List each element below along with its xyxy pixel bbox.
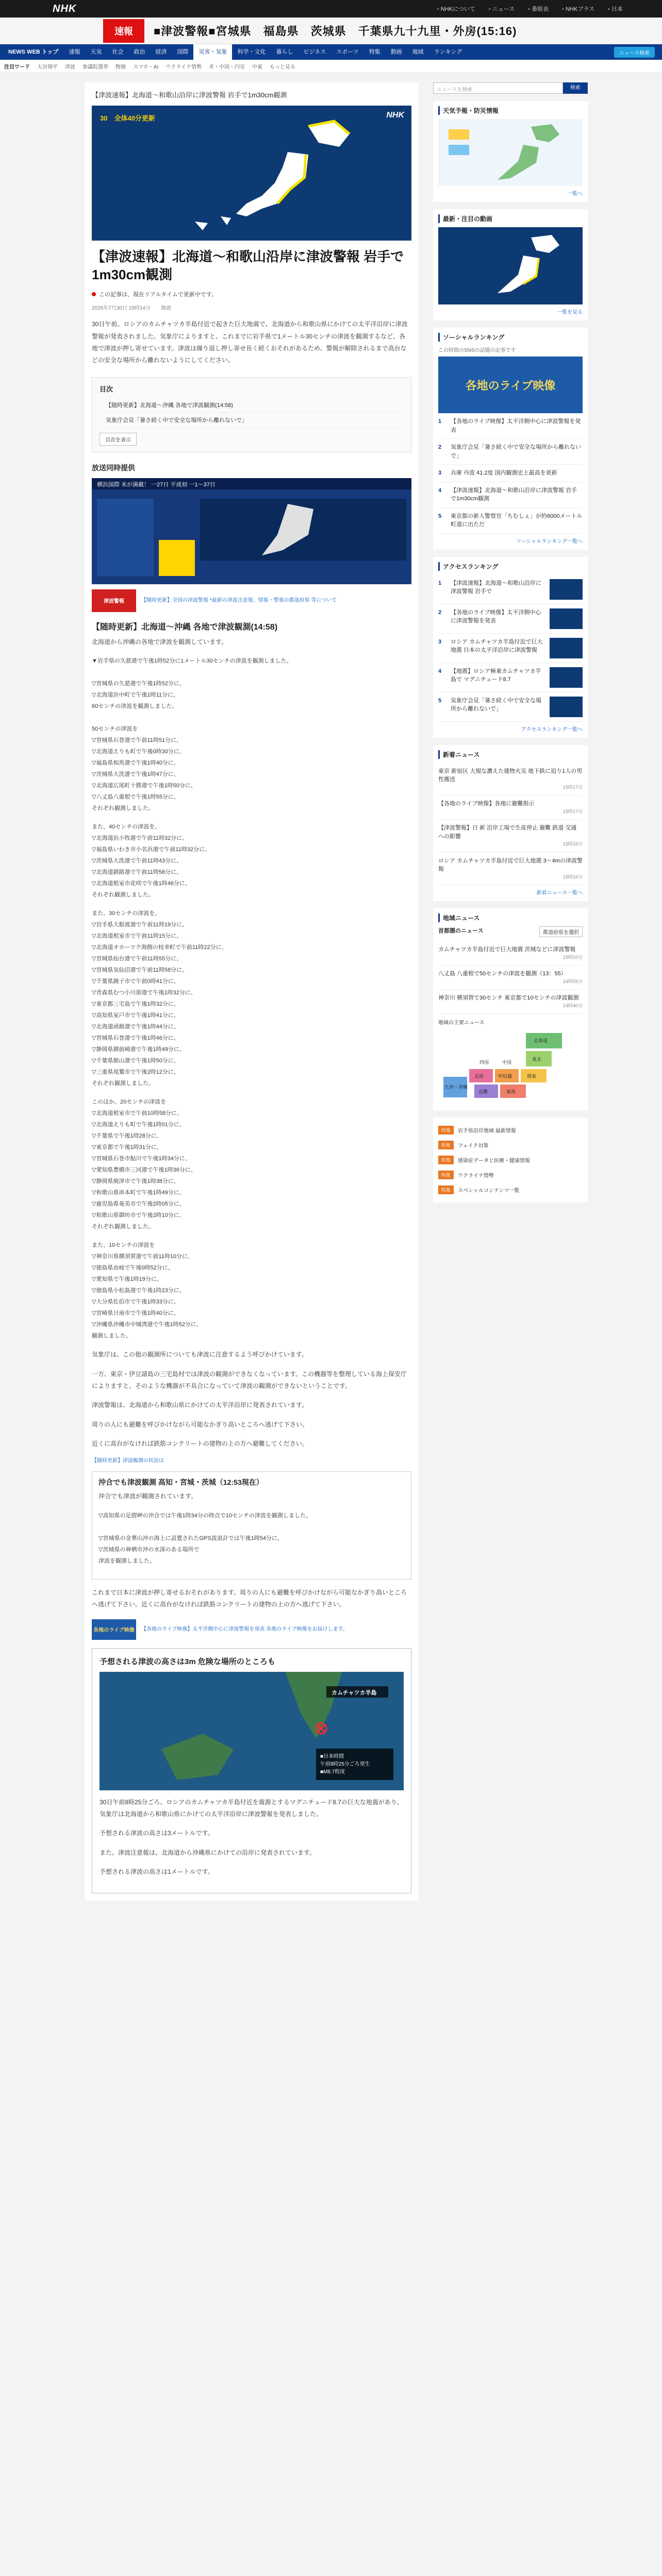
ranking-item[interactable] xyxy=(438,482,583,508)
hero-tag: 30 全体40分更新 xyxy=(100,114,155,122)
region-map xyxy=(438,1028,583,1105)
article-main xyxy=(85,82,419,1901)
top-links xyxy=(437,5,623,13)
keyword-label: 注目ワード xyxy=(4,64,30,70)
ranking-item[interactable] xyxy=(438,465,583,482)
ranking-item[interactable] xyxy=(438,575,583,604)
table-of-contents xyxy=(92,377,411,452)
region-label[interactable]: 北海道 xyxy=(534,1038,548,1043)
region-label[interactable]: 中国 xyxy=(502,1060,512,1065)
top-link[interactable]: ▪ NHKについて xyxy=(437,5,475,13)
observation-list: また、40センチの津波を、 ▽北海道浜小牧港で午前11時32分に、 ▽福島県いわき市小名浜港で午前11時32分に、 ▽茨城県大洗港で午前11時43分に、 ▽北海道釧路港で午前11時58分に、 ▽北海道根室市花咲で午後1時46分に、 それぞれ観測しました。 xyxy=(92,824,211,899)
main-nav xyxy=(0,44,662,60)
keyword-link[interactable]: 中東 xyxy=(252,64,262,70)
live-update-note xyxy=(92,290,411,298)
news-text: 東京 新宿区 大規な濃えた建物火災 地下鉄に迫り1人の男性搬送 xyxy=(438,768,583,783)
article-paragraph: これまで日本に津波が押し寄せるおそれがあります。周りの人にも避難を呼びかけながら可能なかぎり高いところへ逃げて下さい。近くに高台がなければ鉄筋コンクリートの建物の上の方へ逃げて下さい。 xyxy=(92,1588,407,1608)
live-section-title: 放送同時提供 xyxy=(92,463,135,472)
top-link[interactable]: ▪ 日本 xyxy=(608,5,623,13)
panel-title: ソーシャルランキング xyxy=(438,333,583,342)
rank-text: 気象庁会見「暑さ続く中で安全な場所から離れないで」 xyxy=(451,697,541,712)
top-bar xyxy=(0,0,662,18)
panel-subtitle: この時間のSNSの話題の記事です xyxy=(438,348,516,353)
nav-item[interactable]: 暮らし xyxy=(276,49,293,55)
access-ranking-panel xyxy=(433,557,588,738)
tsunami-info-card[interactable] xyxy=(92,589,411,612)
rank-text: 東京都の新人警察官「ちむしぇ」が約6000メートル町道に出ただ xyxy=(451,513,583,528)
promo-thumb: 各地のライブ映像 xyxy=(92,1619,136,1640)
ranking-item[interactable] xyxy=(438,634,583,663)
japan-map-graphic xyxy=(92,106,411,241)
news-time: 15時16分 xyxy=(562,841,583,846)
keyword-link[interactable]: 物価 xyxy=(115,64,126,70)
panel-title: 地域ニュース xyxy=(438,913,583,922)
news-item[interactable] xyxy=(438,763,583,796)
feature-paragraph: 予想される津波の高さは3メートルです。 xyxy=(100,1829,214,1837)
more-link[interactable]: 一覧へ xyxy=(567,191,583,197)
article-paragraph: 周りの人にも避難を呼びかけながら可能なかぎり高いところへ逃げて下さい。 xyxy=(92,1420,309,1428)
region-head-label: 首都圏のニュース xyxy=(438,928,484,934)
region-map-title: 地域の主要ニュース xyxy=(438,1020,485,1026)
region-label[interactable]: 九州・沖縄 xyxy=(444,1084,468,1090)
feature-label: 特集 xyxy=(438,1171,454,1179)
nav-item[interactable]: 特集 xyxy=(369,49,380,55)
search-input[interactable]: ニュースを検索 xyxy=(433,82,563,94)
keyword-bar xyxy=(0,60,662,73)
prefecture-select[interactable]: 都道府県を選択 xyxy=(539,926,583,937)
feature-link[interactable] xyxy=(438,1123,583,1138)
panel-title: アクセスランキング xyxy=(438,562,583,571)
article-intro: 30日午前、ロシアのカムチャツカ半島付近で起きた巨大地震で、北海道から和歌山県にかけての太平洋沿岸に津波警報が発表されました。気象庁によりますと、これまでに岩手県で1メートル30センチの津波を観測するなど、各地で津波が押し寄せています。津波は繰り返し押し寄せ長く続くおそれがあるため、警報が解除されるまで高台などの安全な場所から離れないようにしてください。 xyxy=(92,320,408,364)
publish-date: 2025年7月30日 15時14分 地震 xyxy=(92,306,171,312)
rank-text: 【津波速報】北海道〜和歌山沿岸に津波警報 岩手で1m30cm観測 xyxy=(451,487,577,502)
video-panel xyxy=(433,209,588,320)
news-text: 八丈島 八重根で50センチの津波を観測（13：55） xyxy=(438,971,567,977)
region-head xyxy=(438,926,583,937)
rank-number: 5 xyxy=(438,513,442,519)
feature-label: 特集 xyxy=(438,1156,454,1164)
rank-number: 4 xyxy=(438,487,442,494)
news-time: 15時10分 xyxy=(562,954,583,960)
live-note-text: この記事は、現在リアルタイムで更新中です。 xyxy=(99,292,218,298)
keyword-link[interactable]: 米・中国・円安 xyxy=(208,64,245,70)
article-paragraph: 近くに高台がなければ鉄筋コンクリートの建物の上の方へ避難してください。 xyxy=(92,1440,308,1448)
toc-title: 目次 xyxy=(100,385,113,393)
more-link[interactable]: ソーシャルランキング一覧へ xyxy=(516,538,583,545)
tsunami-warning-thumb: 津波警報 xyxy=(92,589,136,612)
top-link[interactable]: ▪ ニュース xyxy=(489,5,515,13)
sidebar xyxy=(433,82,588,1901)
keyword-link[interactable]: 大谷翔平 xyxy=(37,64,58,70)
feature-paragraph: また、津波注意報は、北海道から沖縄県にかけての沿岸に発表されています。 xyxy=(100,1849,316,1856)
news-text: カムチャツカ半島付近で巨大地震 茨城などに津波警報 xyxy=(438,946,576,953)
live-promo-card[interactable] xyxy=(92,1619,411,1640)
ranking-item[interactable] xyxy=(438,692,583,722)
feature-label: 特集 xyxy=(438,1126,454,1134)
toc-show-button[interactable]: 目次を表示 xyxy=(100,433,137,446)
feature-link[interactable] xyxy=(438,1153,583,1167)
regional-news-panel xyxy=(433,908,588,1110)
tsunami-warning-link[interactable]: 【随時更新】全国の津波警報 *最新の津波注意報、情報・警報の都道府県 等について xyxy=(141,597,337,603)
panel-title: 最新・注目の動画 xyxy=(438,214,583,223)
region-label[interactable]: 近畿 xyxy=(478,1089,488,1094)
promo-link[interactable]: 【各地のライブ映像】太平洋側中心に津波警報を発表 各地のライブ映像をお届けします。 xyxy=(141,1626,348,1633)
feature-link[interactable] xyxy=(438,1182,583,1197)
region-label[interactable]: 北陸 xyxy=(474,1074,484,1079)
rank-thumbnail xyxy=(550,667,583,688)
region-label[interactable]: 甲信越 xyxy=(498,1074,512,1079)
nav-item[interactable]: 速報 xyxy=(69,49,80,55)
news-item[interactable] xyxy=(438,795,583,820)
ranking-item[interactable] xyxy=(438,413,583,439)
ranking-item[interactable] xyxy=(438,663,583,692)
update-box-body: ▽高知県の足摺岬の沖合では午後1時34分の時点で10センチの津波を観測しました。 ▽宮城県の金華山沖の海上に設置されたGPS波浪計では午後1時54分に、 ▽茨城県の神栖市沖の水深のある場所で 津波を観測しました。 xyxy=(98,1512,312,1564)
news-time: 15時17分 xyxy=(562,808,583,814)
quake-info-box: ■日本時間 午前8時25分ごろ発生 ■M8.7程度 xyxy=(316,1749,393,1780)
feature-link-text: フェイク対策 xyxy=(458,1143,489,1149)
weather-map-graphic xyxy=(438,119,583,186)
ranking-item[interactable] xyxy=(438,508,583,534)
observation-list: ▼岩手県の久慈港で午後1時52分に1メートル30センチの津波を観測しました。 ▽宮城県の久慈港で午後1時52分に、 ▽北海道浜中町で午後1時11分に、 60センチの津波を観測しました。 50センチの津波を ▽宮城県石巻港で午前11時51分に、 ▽北海道えりも町で午後0時30分に、 ▽福島県相馬港で午後1時40分に、 ▽茨城県大洗港で午後1時47分に、 ▽北海道広尾町十勝港で午後1時50分に、 ▽八丈島八重根で午後1時55分に、 それぞれ観測しました。 xyxy=(92,658,292,812)
video-thumbnail[interactable] xyxy=(438,227,583,304)
rank-thumbnail xyxy=(550,579,583,600)
video-map-graphic xyxy=(438,227,583,304)
news-time: 14時40分 xyxy=(562,1003,583,1008)
hero-nhk-logo: NHK xyxy=(386,111,404,120)
news-item[interactable] xyxy=(438,853,583,886)
panel-title: 天気予報・防災情報 xyxy=(438,106,583,115)
feature-links-panel xyxy=(433,1117,588,1202)
rank-text: 【津波速報】北海道〜和歌山沿岸に津波警報 岩手で xyxy=(451,580,541,595)
keyword-link[interactable]: 参議院選挙 xyxy=(82,64,108,70)
region-label[interactable]: 関東 xyxy=(527,1074,537,1079)
nav-item[interactable]: 天気 xyxy=(90,49,102,55)
rank-number: 1 xyxy=(438,580,442,586)
nav-item[interactable]: NEWS WEB トップ xyxy=(8,49,59,55)
region-label[interactable]: 東北 xyxy=(532,1057,542,1062)
nav-item[interactable]: 国際 xyxy=(177,49,189,55)
news-item[interactable] xyxy=(438,990,583,1014)
broadcast-graphic xyxy=(92,478,411,584)
live-broadcast-image[interactable] xyxy=(92,478,411,584)
region-label[interactable]: 東海 xyxy=(506,1089,516,1094)
panel-title: 新着ニュース xyxy=(438,750,583,759)
observation-list: また、10センチの津波を ▽神奈川県横須賀港で午前11時10分に、 ▽徳島県由岐で午後0時52分に、 ▽愛知県で午後1時19分に、 ▽徳島県小松島港で午後1時23分に、 ▽大分県佐伯市で午後1時33分に、 ▽宮崎県日南市で午後1時40分に、 ▽沖縄県沖縄市中城湾港で午後1時52分に、 観測しました。 xyxy=(92,1242,202,1340)
breaking-alert-text[interactable]: ■津波警報■宮城県 福島県 茨城県 千葉県九十九里・外房(15:16) xyxy=(154,25,517,38)
keyword-link[interactable]: ウクライナ情勢 xyxy=(166,64,202,70)
region-label[interactable]: 四国 xyxy=(479,1060,489,1065)
news-text: 神奈川 横須賀で30センチ 東京都で10センチの津波観測 xyxy=(438,995,579,1001)
ranking-item[interactable] xyxy=(438,439,583,465)
live-dot-icon xyxy=(92,292,96,296)
keyword-more-link[interactable]: もっと見る xyxy=(269,64,295,70)
top-link[interactable]: ▪ 番組表 xyxy=(528,5,549,13)
observation-list: また、30センチの津波を、 ▽岩手県大船渡港で午前11時19分に、 ▽北海道根室市で午前11時15分に、 ▽北海道オホーツク海側の枝幸町で午前11時22分に、 ▽宮城県仙台港で午前11時55分に、 ▽宮城県気仙沼港で午前11時58分に、 ▽千葉県銚子市で午前0時41分に、 ▽青森県むつ小川原港で午後1時32分に、 ▽東京都三宅島で午後1時32分に、 ▽高知県室戸市で午後1時41分に、 ▽北海道函館港で午後1時44分に、 ▽宮城県石巻港で午後1時46分に、 ▽静岡県御前崎港で午後1時49分に、 ▽千葉県館山港で午後1時50分に、 ▽三重県尾鷲市で午後2時12分に、 それぞれ観測しました。 xyxy=(92,910,227,1087)
more-link[interactable]: 一覧を見る xyxy=(557,310,583,315)
article-paragraph: 一方、東京・伊豆諸島の三宅島村では津波の観測ができなくなっています。この機器等を整理している海上保安庁によりますと、そのような機器が不具合になっていて津波の観測ができないということです。 xyxy=(92,1370,407,1389)
ranking-item[interactable] xyxy=(438,604,583,634)
breaking-badge: 速報 xyxy=(103,19,144,43)
article-paragraph: 津波警報は、北海道から和歌山県にかけての太平洋沿岸に発表されています。 xyxy=(92,1401,308,1409)
breaking-alert-bar xyxy=(0,18,662,44)
feature-link-text: ウクライナ情勢 xyxy=(458,1173,494,1179)
rank-number: 4 xyxy=(438,668,442,674)
rank-number: 5 xyxy=(438,697,442,704)
keyword-link[interactable]: スマホ・AI xyxy=(133,64,159,70)
news-text: ロシア カムチャツカ半島付近で巨大地震 3〜4mの津波警報 xyxy=(438,857,583,872)
nav-item[interactable]: 経済 xyxy=(155,49,167,55)
side-search xyxy=(433,82,588,94)
map-label: カムチャツカ半島 xyxy=(332,1689,377,1696)
nav-item[interactable]: ビジネス xyxy=(303,49,326,55)
news-item[interactable] xyxy=(438,965,583,990)
hero-map-image xyxy=(92,106,411,241)
feature-title: 予想される津波の高さは3m 危険な場所のところも xyxy=(100,1657,275,1666)
live-banner[interactable] xyxy=(438,357,583,413)
news-item[interactable] xyxy=(438,820,583,853)
rank-number: 3 xyxy=(438,470,442,476)
feature-link[interactable] xyxy=(438,1167,583,1182)
social-ranking-panel xyxy=(433,328,588,550)
news-text: 【津波警報】日 新 沿岸工場で生産停止 避難 鉄道 交通 への影響 xyxy=(438,825,577,840)
live-broadcast-bar: 横浜国際 米が満載！ 一27日 平成初 一1〜37日 xyxy=(92,478,411,489)
news-time: 15時17分 xyxy=(562,784,583,790)
update-box-lead: 沖合でも津波が観測されています。 xyxy=(98,1493,197,1500)
latest-news-panel xyxy=(433,745,588,902)
feature-link-text: スペシャルコンテンツ一覧 xyxy=(458,1188,520,1194)
feature-label: 特集 xyxy=(438,1185,454,1194)
feature-paragraph: 予想される津波の高さは1メートルです。 xyxy=(100,1868,214,1876)
nhk-logo[interactable]: NHK xyxy=(53,3,77,14)
feature-box xyxy=(92,1648,411,1893)
page-layout xyxy=(0,73,662,1901)
rank-number: 1 xyxy=(438,418,442,425)
offshore-update-box xyxy=(92,1471,411,1579)
update-box-title: 沖合でも津波観測 高知・宮城・茨城（12:53現在） xyxy=(98,1478,263,1487)
rank-number: 3 xyxy=(438,638,442,645)
rank-number: 2 xyxy=(438,444,442,450)
news-text: 【各地のライブ映像】各地に避難指示 xyxy=(438,801,535,807)
toc-item[interactable]: 【随時更新】北海道〜沖縄 各地で津波観測(14:58) xyxy=(100,398,404,413)
nav-item-active[interactable]: 災害・気象 xyxy=(193,44,232,60)
rank-text: 【各地のライブ映像】太平洋側中心に津波警報を発表 xyxy=(451,418,581,433)
nav-item[interactable]: 科学・文化 xyxy=(237,49,266,55)
toc-item[interactable]: 気象庁会見「暑さ続く中で安全な場所から離れないで」 xyxy=(100,413,404,428)
news-search-button[interactable]: ニュース検索 xyxy=(614,47,655,58)
rank-text: 兵庫 丹波 41.2度 国内観測史上最高を更新 xyxy=(451,470,557,476)
search-button[interactable]: 検索 xyxy=(563,82,588,94)
article-title: 【津波速報】北海道〜和歌山沿岸に津波警報 岩手で1m30cm観測 xyxy=(92,249,404,283)
rank-number: 2 xyxy=(438,609,442,616)
weather-map[interactable] xyxy=(438,119,583,186)
live-banner-text: 各地のライブ映像 xyxy=(465,379,556,392)
rank-text: 気象庁会見「暑さ続く中で安全な場所から離れないで」 xyxy=(451,444,581,459)
epicenter-map-image xyxy=(100,1672,404,1790)
observation-list: このほか、20センチの津波を ▽北海道根室市で午前10時58分に、 ▽北海道えりも町で午後1時01分に、 ▽千葉県で午後1時28分に、 ▽東京都で午後1時31分に、 ▽宮城県石巻市鮎川で午後1時34分に、 ▽愛知県豊橋市三河港で午後1時36分に、 ▽静岡県焼津市で午後1時38分に、 ▽和歌山県串本町で午後1時49分に、 ▽鹿児島県奄美市で午後2時05分に、 ▽和歌山県御坊市で午後2時10分に、 それぞれ観測しました。 xyxy=(92,1099,196,1230)
article-paragraph: 気象庁は、この他の観測所についても津波に注意するよう呼びかけています。 xyxy=(92,1351,308,1359)
feature-link[interactable] xyxy=(438,1138,583,1153)
feature-paragraph: 30日午前8時25分ごろ、ロシアのカムチャツカ半島付近を震源とするマグニチュード8.7の巨大な地震があり、気象庁は北海道から和歌山県にかけての太平洋沿岸に津波警報を発表しました。 xyxy=(100,1798,403,1818)
rank-text: 【各地のライブ映像】太平洋側中心に津波警報を発表 xyxy=(451,609,541,624)
rank-text: ロシア カムチャツカ半島付近で巨大地震 日本の太平洋沿岸に津波警報 xyxy=(451,638,543,653)
rank-text: 【地震】ロシア極東カムチャツカ半島で マグニチュード8.7 xyxy=(451,668,541,683)
nav-item[interactable]: 動画 xyxy=(390,49,402,55)
nav-item[interactable]: ランキング xyxy=(434,49,462,55)
feature-link-text: 岩手県沿岸地域 最新情報 xyxy=(458,1128,516,1134)
rank-thumbnail xyxy=(550,638,583,658)
section-heading: 【随時更新】北海道〜沖縄 各地で津波観測(14:58) xyxy=(92,622,278,632)
feature-label: 特集 xyxy=(438,1141,454,1149)
news-time: 15時16分 xyxy=(562,874,583,879)
rank-thumbnail xyxy=(550,608,583,629)
news-time: 14時55分 xyxy=(562,978,583,984)
nav-item[interactable]: 地域 xyxy=(412,49,424,55)
nav-item[interactable]: 政治 xyxy=(134,49,145,55)
feature-link-text: 感染症データと医療・健康情報 xyxy=(458,1158,531,1164)
keyword-link[interactable]: 津波 xyxy=(65,64,75,70)
top-link[interactable]: ▪ NHKプラス xyxy=(562,5,594,13)
news-item[interactable] xyxy=(438,941,583,965)
rank-thumbnail xyxy=(550,697,583,717)
nav-item[interactable]: スポーツ xyxy=(336,49,359,55)
more-link[interactable]: 新着ニュース一覧へ xyxy=(536,890,583,896)
weather-panel xyxy=(433,101,588,202)
update-link[interactable]: 【随時更新】津波観測の状況は xyxy=(92,1458,164,1464)
nav-item[interactable]: 社会 xyxy=(112,49,124,55)
more-link[interactable]: アクセスランキング一覧へ xyxy=(521,726,583,733)
section-lead: 北海道から沖縄の各地で津波を観測しています。 xyxy=(92,638,228,646)
breadcrumb-title: 【津波速報】北海道〜和歌山沿岸に津波警報 岩手で1m30cm観測 xyxy=(92,91,287,99)
